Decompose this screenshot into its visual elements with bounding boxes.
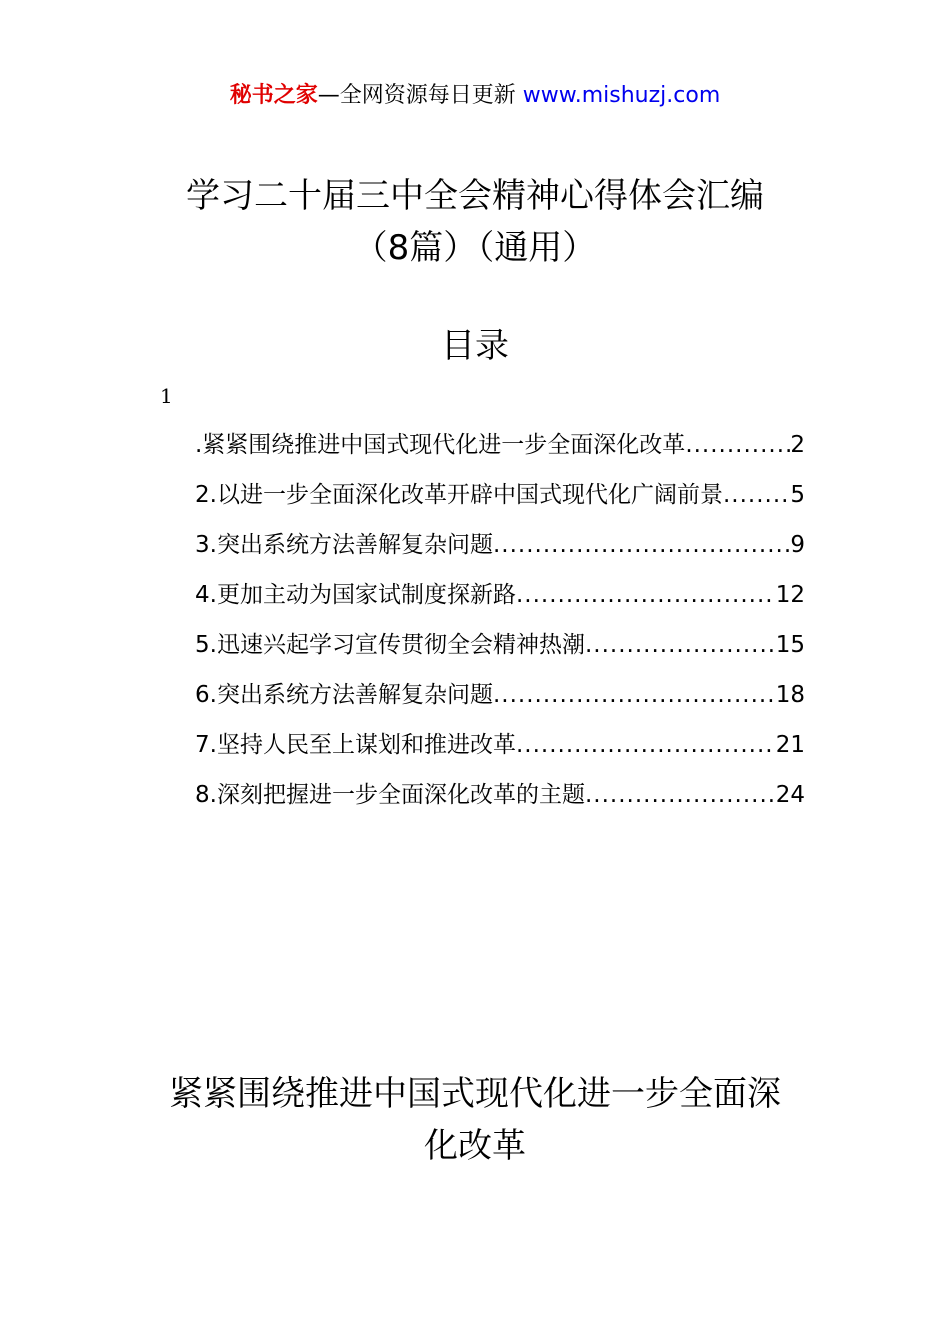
toc-dot-leader xyxy=(516,720,776,770)
document-title-line-2: （8篇）（通用） xyxy=(353,228,597,268)
toc-entry[interactable] xyxy=(195,770,805,820)
toc-entry[interactable] xyxy=(195,420,805,470)
toc-entry-page: 2 xyxy=(790,432,805,458)
document-title xyxy=(0,170,950,274)
toc-entry[interactable] xyxy=(195,620,805,670)
toc-dot-leader xyxy=(493,520,790,570)
toc-entry-page: 15 xyxy=(775,632,805,658)
toc-entry-label: 5.迅速兴起学习宣传贯彻全会精神热潮 xyxy=(195,632,585,658)
toc-entry[interactable] xyxy=(195,520,805,570)
toc-entry-page: 12 xyxy=(775,582,805,608)
section-title-line-2: 化改革 xyxy=(424,1126,526,1166)
document-title-line-1: 学习二十届三中全会精神心得体会汇编 xyxy=(186,176,764,216)
banner-tagline: —全网资源每日更新 xyxy=(317,83,523,108)
toc-dot-leader xyxy=(585,620,776,670)
toc-entry-label: 7.坚持人民至上谋划和推进改革 xyxy=(195,732,516,758)
toc-entry-label: 6.突出系统方法善解复杂问题 xyxy=(195,682,493,708)
brand-name: 秘书之家 xyxy=(229,83,318,108)
toc-dot-leader xyxy=(585,770,776,820)
toc-entry-page: 18 xyxy=(775,682,805,708)
section-title-line-1: 紧紧围绕推进中国式现代化进一步全面深 xyxy=(169,1074,781,1114)
toc-entry-page: 21 xyxy=(775,732,805,758)
toc-dot-leader xyxy=(493,670,776,720)
toc-entry[interactable] xyxy=(195,470,805,520)
toc-entry[interactable] xyxy=(195,720,805,770)
site-banner xyxy=(0,80,950,112)
toc-entry[interactable] xyxy=(195,670,805,720)
toc-entry-label: 4.更加主动为国家试制度探新路 xyxy=(195,582,516,608)
toc-dot-leader xyxy=(723,470,790,520)
toc-list xyxy=(195,420,805,820)
site-url-link[interactable]: www.mishuzj.com xyxy=(522,83,721,108)
toc-entry-label: 8.深刻把握进一步全面深化改革的主题 xyxy=(195,782,585,808)
toc-entry-label: .紧紧围绕推进中国式现代化进一步全面深化改革 xyxy=(195,432,686,458)
toc-entry-page: 24 xyxy=(775,782,805,808)
toc-entry[interactable] xyxy=(195,570,805,620)
toc-number-marker: 1 xyxy=(160,384,173,408)
section-title xyxy=(0,1068,950,1172)
toc-entry-page: 5 xyxy=(790,482,805,508)
toc-entry-page: 9 xyxy=(790,532,805,558)
toc-dot-leader xyxy=(516,570,776,620)
toc-entry-label: 2.以进一步全面深化改革开辟中国式现代化广阔前景 xyxy=(195,482,723,508)
toc-entry-label: 3.突出系统方法善解复杂问题 xyxy=(195,532,493,558)
toc-dot-leader xyxy=(685,420,790,470)
toc-heading: 目录 xyxy=(441,326,509,366)
